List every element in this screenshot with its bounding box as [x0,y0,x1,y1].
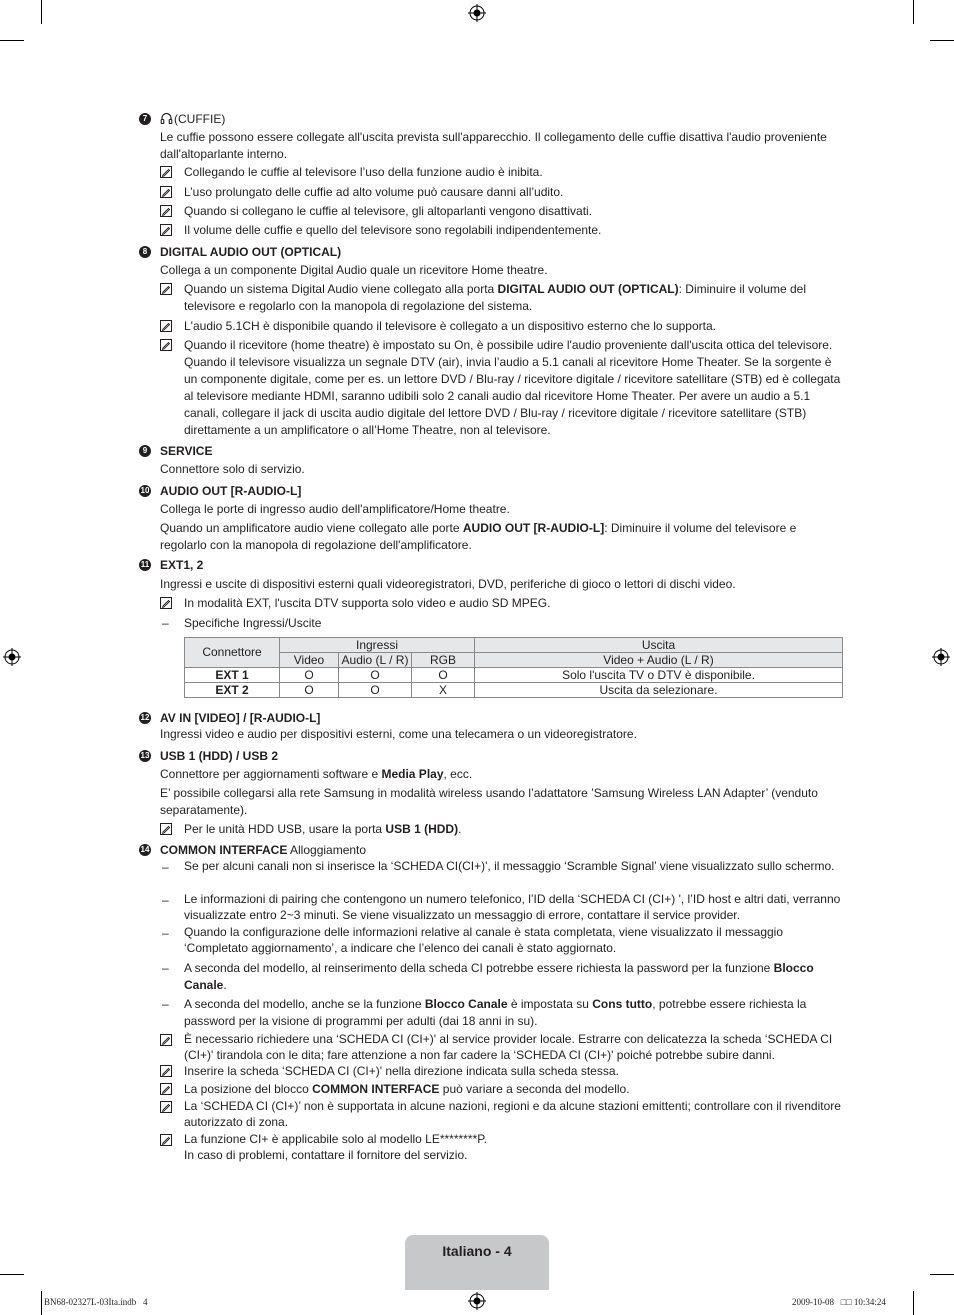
table-header: Video [280,653,339,668]
table-cell: EXT 1 [185,668,280,683]
item-11-body: Ingressi e uscite di dispositivi esterni quali videoregistratori, DVD, periferiche di gioco o lettori di dischi video. [160,577,736,591]
table-cell: X [412,683,475,698]
note-icon [160,186,172,198]
item-9-body: Connettore solo di servizio. [160,462,305,476]
item-13-note: Per le unità HDD USB, usare la porta USB 1 (HDD). [184,822,462,836]
item-number-badge: 12 [140,713,150,722]
registration-mark-icon [3,648,21,666]
item-number-badge: 8 [139,246,151,258]
note-icon [160,1034,172,1046]
table-cell: Solo l'uscita TV o DTV è disponibile. [475,668,843,683]
table-header: Video + Audio (L / R) [475,653,843,668]
print-slug-left: BN68-02327L-03Ita.indb 4 [44,1297,148,1307]
item-14-note: La funzione CI+ è applicabile solo al modello LE********P. In caso di problemi, contattare il fornitore del servizio. [184,1132,487,1162]
item-10-title: AUDIO OUT [R-AUDIO-L] [160,484,302,498]
item-10-body: Quando un amplificatore audio viene collegato alle porte AUDIO OUT [R-AUDIO-L]: Diminuire il volume del televisore e regolarlo con la manopola di regolazione dell'amplificatore. [160,521,797,552]
item-14-note: Inserire la scheda ‘SCHEDA CI (CI+)' nella direzione indicata sulla scheda stessa. [184,1064,619,1078]
item-8-note: Quando il ricevitore (home theatre) è impostato su On, è possibile udire l'audio proveniente dall'uscita ottica del televisore. Quando il televisore visualizza un segnale DTV (air), invia l’audio a 5.1 canali al ricevitore Home Theater. Se la sorgente è un componente digitale, come per es. un lettore DVD / Blu-ray / ricevitore digitale / ricevitore satellitare (STB) ed è collegata al televisore mediante HDMI, saranno udibili solo 2 canali audio dal ricevitore Home Theater. Per avere un audio a 5.1 canali, collegare il jack di uscita audio digitale del lettore DVD / Blu-ray / ricevitore digitale / ricevitore satellitare (STB) direttamente a un amplificatore o all’Home Theatre, non al televisore. [184,338,841,437]
crop-mark [41,1291,42,1315]
item-8-note: L'audio 5.1CH è disponibile quando il televisore è collegato a un dispositivo esterno che lo supporta. [184,319,716,333]
crop-mark [0,1274,24,1275]
item-number-badge: 11 [140,560,150,569]
note-icon [160,1134,172,1146]
dash-bullet: – [162,860,169,874]
item-number-badge: 7 [139,113,151,125]
item-14-note: È necessario richiedere una ‘SCHEDA CI (CI+)' al service provider locale. Estrarre con delicatezza la scheda ‘SCHEDA CI (CI+)' tirandola con le dita; fare attenzione a non far cadere la ‘SCHEDA CI (CI+)' poiché potrebbe subire danni. [184,1032,833,1062]
item-12-title: AV IN [VIDEO] / [R-AUDIO-L] [160,711,321,725]
item-7-note: Collegando le cuffie al televisore l’uso della funzione audio è inibita. [184,165,543,179]
item-number-badge: 10 [140,486,150,495]
item-10-body: Collega le porte di ingresso audio dell'amplificatore/Home theatre. [160,502,510,516]
item-7-note: Quando si collegano le cuffie al televisore, gli altoparlanti vengono disattivati. [184,204,593,218]
crop-mark [41,0,42,24]
item-11-note: In modalità EXT, l'uscita DTV supporta solo video e audio SD MPEG. [184,596,551,610]
item-14-note: La ‘SCHEDA CI (CI+)’ non è supportata in alcune nazioni, regioni e da alcune stazioni emittenti; controllare con il rivenditore autorizzato di zona. [184,1099,841,1129]
dash-bullet: – [162,961,169,975]
item-8-note: Quando un sistema Digital Audio viene collegato alla porta DIGITAL AUDIO OUT (OPTICAL): Diminuire il volume del televisore e regolarlo con la manopola di regolazione del sistema. [184,282,807,313]
item-number-badge: 14 [140,845,150,854]
dash-bullet: – [162,997,169,1011]
item-number-badge: 9 [139,445,151,457]
note-icon [160,339,172,351]
note-icon [160,166,172,178]
table-cell: O [412,668,475,683]
registration-mark-icon [468,4,486,22]
note-icon [160,224,172,236]
table-header: Audio (L / R) [339,653,412,668]
dash-bullet: – [162,893,169,907]
crop-mark [913,1291,914,1315]
crop-mark [930,40,954,41]
item-8-body: Collega a un componente Digital Audio quale un ricevitore Home theatre. [160,263,548,277]
item-14-dash-text: Se per alcuni canali non si inserisce la ‘SCHEDA CI(CI+)', il messaggio ‘Scramble Signal’ viene visualizzato sullo schermo. [184,859,835,873]
registration-mark-icon [468,1292,486,1310]
dash-bullet: – [162,926,169,940]
table-cell: EXT 2 [185,683,280,698]
note-icon [160,1083,172,1095]
item-7-note: Il volume delle cuffie e quello del televisore sono regolabili indipendentemente. [184,223,602,237]
item-7-title: (CUFFIE) [174,112,226,126]
item-8-title: DIGITAL AUDIO OUT (OPTICAL) [160,245,342,259]
table-cell: O [339,668,412,683]
dash-bullet: – [162,616,169,630]
page-number-label: Italiano - 4 [442,1243,512,1259]
note-icon [160,1101,172,1113]
item-11-title: EXT1, 2 [160,558,204,572]
crop-mark [913,0,914,24]
item-14-dash-text: Le informazioni di pairing che contengono un numero telefonico, l’ID della ‘SCHEDA CI (CI+) ', l’ID host e altri dati, verranno visualizzate entro 2~3 minuti. Se viene visualizzato un messaggio di errore, contattare il service provider. [184,892,841,922]
io-spec-table [184,637,843,698]
item-9-title: SERVICE [160,444,213,458]
note-icon [160,823,172,835]
note-icon [160,1065,172,1077]
table-header: Connettore [185,638,280,668]
table-cell: Uscita da selezionare. [475,683,843,698]
item-14-note: La posizione del blocco COMMON INTERFACE può variare a seconda del modello. [184,1082,630,1096]
table-cell: O [339,683,412,698]
crop-mark [0,40,24,41]
table-row [185,683,843,698]
table-row [185,668,843,683]
item-13-title: USB 1 (HDD) / USB 2 [160,749,279,763]
item-11-dash-text: Specifiche Ingressi/Uscite [184,616,322,630]
print-slug-right: 2009-10-08 □□ 10:34:24 [792,1297,886,1307]
table-header: Uscita [475,638,843,653]
item-7-body: Le cuffie possono essere collegate all'uscita prevista sull'apparecchio. Il collegamento delle cuffie disattiva l'audio proveniente dall'altoparlante interno. [160,130,827,161]
headphones-icon [160,112,173,125]
item-7-note: L’uso prolungato delle cuffie ad alto volume può causare danni all’udito. [184,185,564,199]
registration-mark-icon [932,648,950,666]
table-header: Ingressi [280,638,475,653]
item-14-dash-text: Quando la configurazione delle informazioni relative al canale è stata completata, viene visualizzato il messaggio ‘Completato aggiornamento’, a indicare che l’elenco dei canali è stato aggiornato. [184,925,784,955]
item-number-badge: 13 [140,751,150,760]
crop-mark [930,1274,954,1275]
note-icon [160,283,172,295]
item-12-body: Ingressi video e audio per dispositivi esterni, come una telecamera o un videoregistratore. [160,727,637,741]
note-icon [160,320,172,332]
item-14-dash-text: A seconda del modello, anche se la funzione Blocco Canale è impostata su Cons tutto, potrebbe essere richiesta la password per la visione di programmi per adulti (dai 18 anni in su). [184,997,807,1028]
item-13-body: Connettore per aggiornamenti software e Media Play, ecc. [160,767,473,781]
note-icon [160,597,172,609]
table-cell: O [280,668,339,683]
table-header: RGB [412,653,475,668]
item-13-body: E’ possibile collegarsi alla rete Samsung in modalità wireless usando l’adattatore ’Samsung Wireless LAN Adapter’ (venduto separatamente). [160,786,818,817]
note-icon [160,205,172,217]
item-14-dash-text: A seconda del modello, al reinserimento della scheda CI potrebbe essere richiesta la password per la funzione Blocco Canale. [184,961,814,992]
item-14-title: COMMON INTERFACE Alloggiamento [160,843,367,857]
table-cell: O [280,683,339,698]
